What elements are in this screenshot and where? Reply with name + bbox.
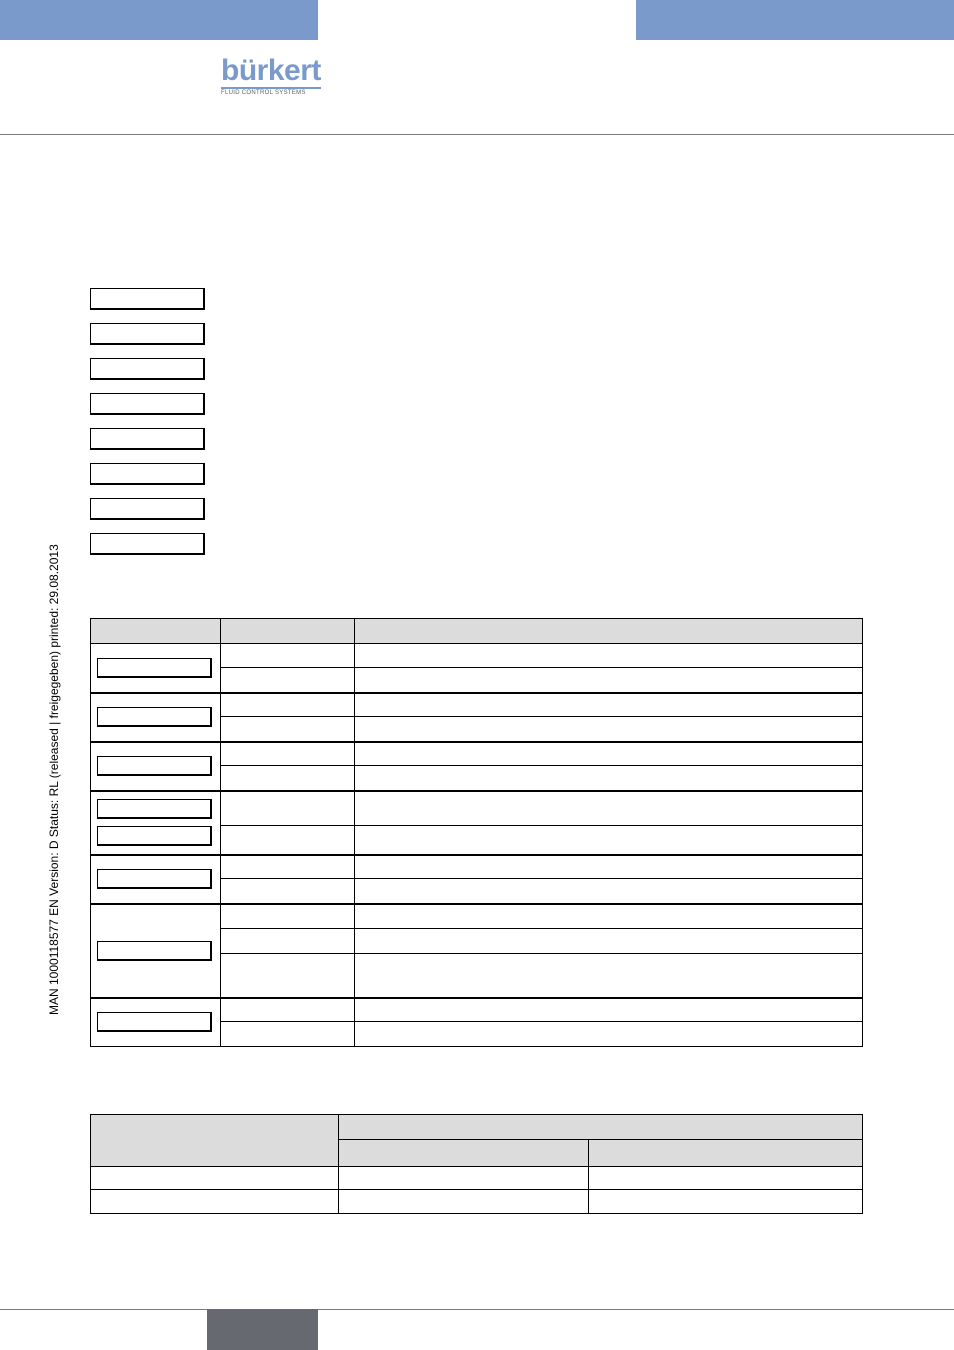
burkert-logo <box>221 56 321 96</box>
table-cell <box>355 826 863 855</box>
spec-table <box>90 1114 863 1214</box>
table-cell <box>589 1167 863 1190</box>
display-box <box>97 869 212 889</box>
display-box <box>97 799 212 819</box>
table-cell-display <box>91 742 221 791</box>
table-cell <box>91 1167 339 1190</box>
table-cell <box>355 929 863 954</box>
header-bar-left <box>0 0 318 40</box>
table-row <box>91 644 863 668</box>
table-cell <box>221 717 355 742</box>
table-header-row <box>91 1115 863 1140</box>
table-cell <box>221 693 355 717</box>
table-cell <box>221 742 355 766</box>
table-cell <box>221 879 355 904</box>
table-subheader-cell <box>339 1140 589 1167</box>
table-cell <box>355 855 863 879</box>
table-cell-display <box>91 693 221 742</box>
table-header-cell <box>221 619 355 644</box>
display-box <box>97 941 212 961</box>
table-cell <box>221 1022 355 1047</box>
display-box <box>90 498 205 520</box>
table-cell <box>91 1190 339 1214</box>
table-cell <box>355 998 863 1022</box>
table-cell <box>355 742 863 766</box>
table-cell-display <box>91 644 221 693</box>
table-row <box>91 1190 863 1214</box>
table-cell <box>355 791 863 826</box>
table-cell <box>355 717 863 742</box>
table-cell-display <box>91 904 221 998</box>
display-box <box>97 707 212 727</box>
table-cell <box>355 879 863 904</box>
header-divider <box>0 134 954 135</box>
logo-tagline: FLUID CONTROL SYSTEMS <box>221 90 306 96</box>
table-header-span-cell <box>339 1115 863 1140</box>
table-cell <box>355 693 863 717</box>
page-number-tab <box>207 1309 318 1350</box>
table-row <box>91 855 863 879</box>
table-cell <box>221 855 355 879</box>
display-box <box>90 428 205 450</box>
table-subheader-cell <box>589 1140 863 1167</box>
table-cell-display <box>91 791 221 855</box>
document-version-note: MAN 1000118577 EN Version: D Status: RL (released | freigegeben) printed: 29.08.2013 <box>47 544 61 1015</box>
table-header-cell <box>91 619 221 644</box>
table-cell <box>339 1167 589 1190</box>
display-box <box>97 826 212 846</box>
table-cell <box>221 954 355 998</box>
table-cell <box>355 766 863 791</box>
table-cell <box>355 1022 863 1047</box>
display-box <box>90 288 205 310</box>
table-header-cell <box>355 619 863 644</box>
table-cell-display <box>91 998 221 1047</box>
table-row <box>91 693 863 717</box>
table-cell <box>221 929 355 954</box>
footer-divider <box>0 1309 954 1310</box>
table-cell <box>339 1190 589 1214</box>
display-box <box>90 533 205 555</box>
table-cell <box>221 904 355 929</box>
table-cell <box>221 766 355 791</box>
display-box <box>90 393 205 415</box>
table-header-row <box>91 619 863 644</box>
table-cell <box>355 668 863 693</box>
table-row <box>91 998 863 1022</box>
table-cell <box>355 904 863 929</box>
logo-brand: bürkert <box>221 54 321 87</box>
table-cell-display <box>91 855 221 904</box>
table-cell <box>221 644 355 668</box>
display-box <box>90 358 205 380</box>
display-box <box>97 1012 212 1032</box>
table-row <box>91 1167 863 1190</box>
table-cell <box>221 998 355 1022</box>
table-row <box>91 742 863 766</box>
table-cell <box>355 954 863 998</box>
menu-table <box>90 618 863 1047</box>
table-header-cell <box>91 1115 339 1167</box>
table-cell <box>221 668 355 693</box>
display-box <box>90 463 205 485</box>
table-cell <box>221 826 355 855</box>
display-box <box>97 658 212 678</box>
table-row <box>91 791 863 826</box>
table-row <box>91 904 863 929</box>
header-bar-right <box>636 0 954 40</box>
table-cell <box>221 791 355 826</box>
display-box <box>97 756 212 776</box>
display-box <box>90 323 205 345</box>
table-cell <box>355 644 863 668</box>
logo-underline <box>221 87 321 89</box>
table-cell <box>589 1190 863 1214</box>
